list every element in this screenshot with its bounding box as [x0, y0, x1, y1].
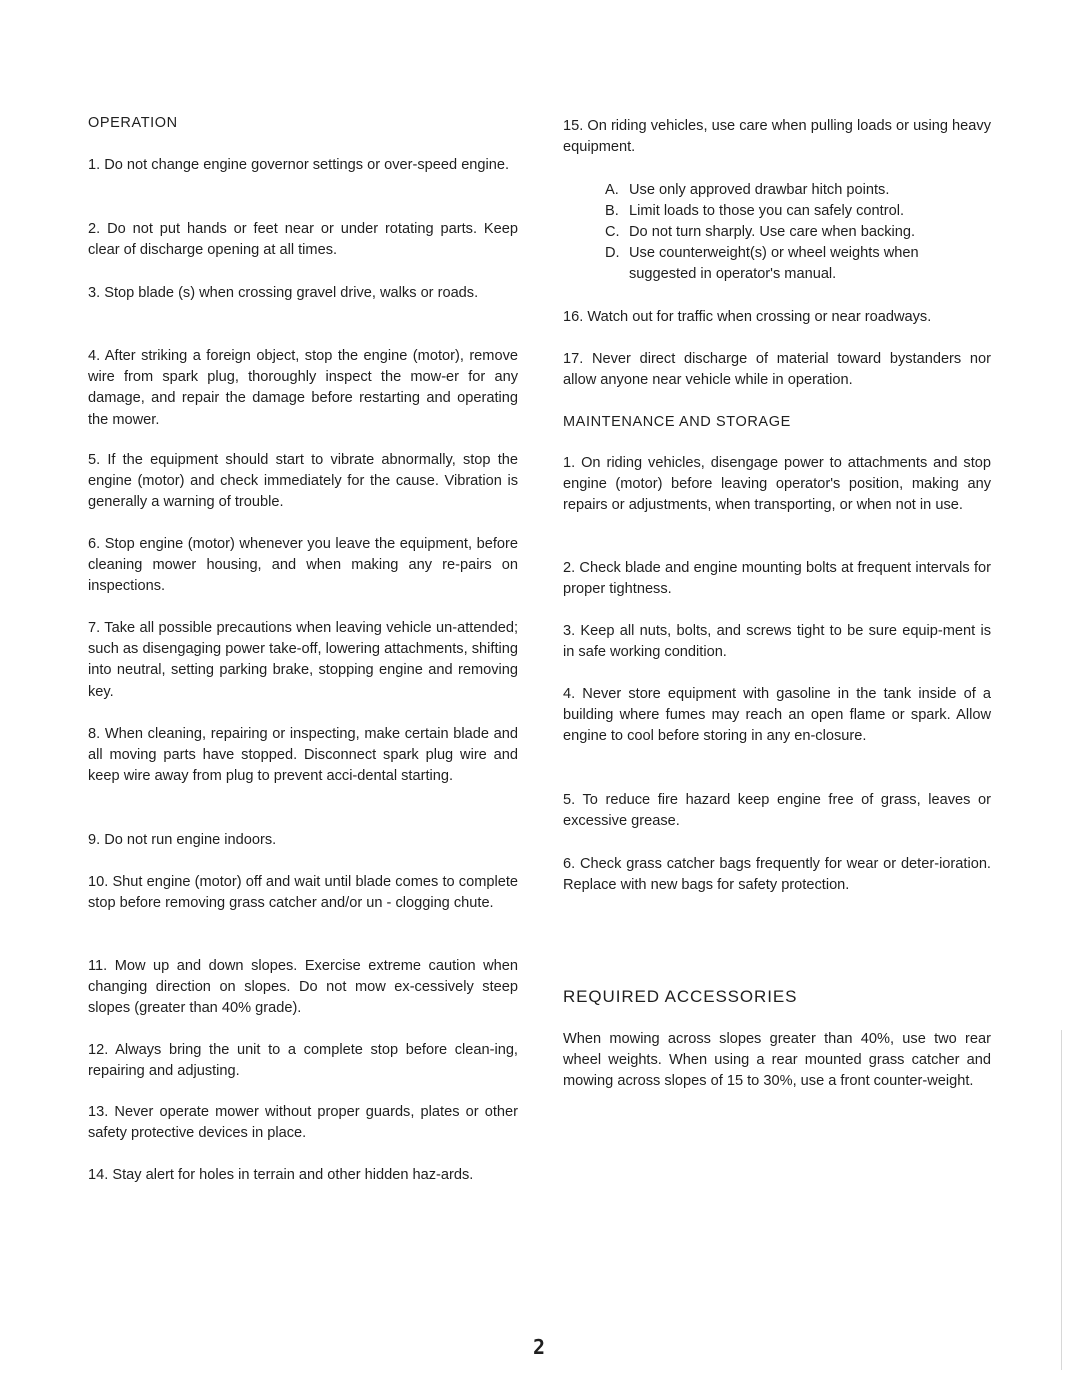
- maintenance-item-2: 2. Check blade and engine mounting bolts at frequent intervals for proper tightness.: [563, 560, 991, 598]
- sub-item-c: [605, 222, 965, 243]
- operation-item-7: 7. Take all possible precautions when leaving vehicle un-attended; such as disengaging power take-off, lowering attachments, shifting into neutral, setting parking brake, stopping engine and removing key.: [88, 620, 518, 700]
- operation-item-16: 16. Watch out for traffic when crossing or near roadways.: [563, 309, 932, 325]
- operation-item-9: 9. Do not run engine indoors.: [88, 832, 277, 848]
- maintenance-item-3: 3. Keep all nuts, bolts, and screws tight to be sure equip-ment is in safe working condition.: [563, 623, 991, 661]
- maintenance-item-5: 5. To reduce fire hazard keep engine free of grass, leaves or excessive grease.: [563, 792, 991, 830]
- sub-item-letter: C.: [605, 224, 620, 240]
- required-accessories-text: When mowing across slopes greater than 40%, use two rear wheel weights. When using a rear mounted grass catcher and mowing across slopes of 15 to 30%, use a front counter-weight.: [563, 1031, 991, 1090]
- sub-item-d: [605, 243, 965, 285]
- operation-item-10: 10. Shut engine (motor) off and wait until blade comes to complete stop before removing grass catcher and/or un - clogging chute.: [88, 874, 518, 912]
- operation-item-3: 3. Stop blade (s) when crossing gravel drive, walks or roads.: [88, 285, 479, 301]
- operation-item-13: 13. Never operate mower without proper guards, plates or other safety protective devices in place.: [88, 1104, 518, 1142]
- sub-item-letter: D.: [605, 245, 620, 261]
- operation-item-5: 5. If the equipment should start to vibrate abnormally, stop the engine (motor) and check immediately for the cause. Vibration is generally a warning of trouble.: [88, 452, 518, 511]
- sub-item-a: [605, 180, 965, 201]
- operation-item-4: 4. After striking a foreign object, stop the engine (motor), remove wire from spark plug, thoroughly inspect the mow-er for any damage, and repair the damage before restarting and operating the mower.: [88, 348, 518, 428]
- operation-item-8: 8. When cleaning, repairing or inspecting, make certain blade and all moving parts have stopped. Disconnect spark plug wire and keep wire away from plug to prevent acci-dental starting.: [88, 726, 518, 785]
- sub-item-letter: B.: [605, 203, 619, 219]
- sub-item-b: [605, 201, 965, 222]
- operation-item-6: 6. Stop engine (motor) whenever you leave the equipment, before cleaning mower housing, and when making any re-pairs on inspections.: [88, 536, 518, 595]
- operation-heading: OPERATION: [88, 115, 178, 131]
- maintenance-item-6: 6. Check grass catcher bags frequently for wear or deter-ioration. Replace with new bags for safety protection.: [563, 856, 991, 894]
- operation-item-17: 17. Never direct discharge of material toward bystanders nor allow anyone near vehicle while in operation.: [563, 351, 991, 389]
- operation-item-14: 14. Stay alert for holes in terrain and other hidden haz-ards.: [88, 1167, 474, 1183]
- scan-edge-line: [1061, 1030, 1062, 1370]
- sub-item-text: Use counterweight(s) or wheel weights when: [629, 245, 919, 261]
- sub-item-text: Limit loads to those you can safely control.: [629, 203, 904, 219]
- sub-item-text: Use only approved drawbar hitch points.: [629, 182, 890, 198]
- sub-item-letter: A.: [605, 182, 619, 198]
- operation-item-2: 2. Do not put hands or feet near or under rotating parts. Keep clear of discharge opening at all times.: [88, 221, 518, 259]
- sub-item-continuation: suggested in operator's manual.: [629, 266, 837, 283]
- required-accessories-heading: REQUIRED ACCESSORIES: [563, 987, 798, 1006]
- maintenance-item-4: 4. Never store equipment with gasoline in the tank inside of a building where fumes may reach an open flame or spark. Allow engine to cool before storing in any en-closure.: [563, 686, 991, 745]
- sub-item-text: Do not turn sharply. Use care when backing.: [629, 224, 916, 240]
- operation-item-11: 11. Mow up and down slopes. Exercise extreme caution when changing direction on slopes. Do not mow ex-cessively steep slopes (greater than 40% grade).: [88, 958, 518, 1017]
- page-number: 2: [533, 1335, 546, 1359]
- operation-item-12: 12. Always bring the unit to a complete stop before clean-ing, repairing and adjusting.: [88, 1042, 518, 1080]
- maintenance-item-1: 1. On riding vehicles, disengage power to attachments and stop engine (motor) before leaving operator's position, making any repairs or adjustments, when transporting, or when not in use.: [563, 455, 991, 514]
- maintenance-heading: MAINTENANCE AND STORAGE: [563, 414, 791, 430]
- operation-item-15: 15. On riding vehicles, use care when pulling loads or using heavy equipment.: [563, 118, 991, 156]
- operation-item-1: 1. Do not change engine governor settings or over-speed engine.: [88, 157, 510, 173]
